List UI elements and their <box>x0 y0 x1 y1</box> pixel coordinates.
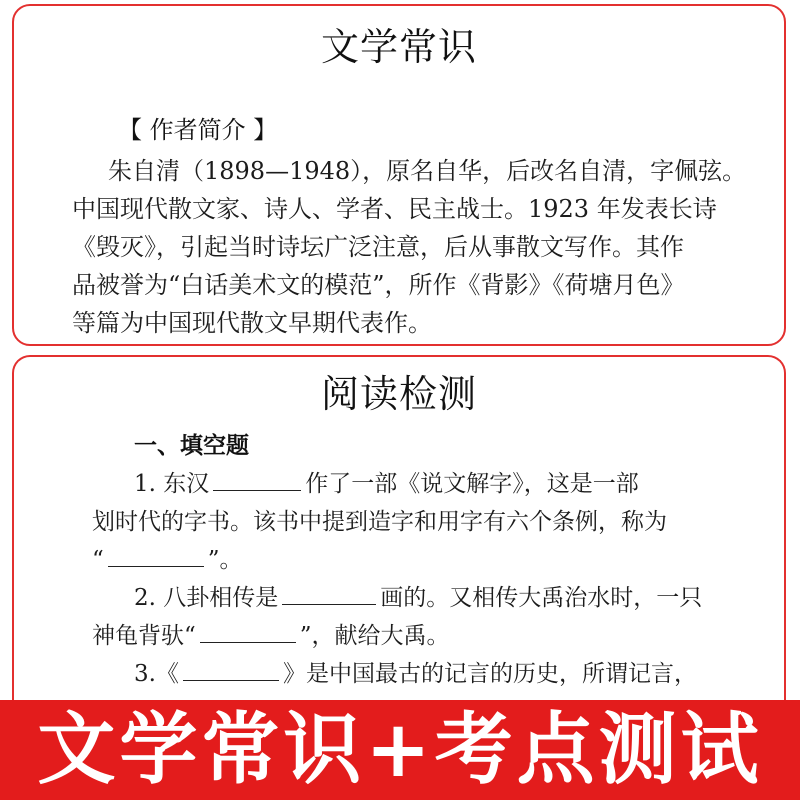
question-text: ”。 <box>207 547 243 573</box>
question-text: ”，献给大禹。 <box>299 623 450 649</box>
section-title: 文学常识 <box>320 25 477 69</box>
question-text: 2. 八卦相传是 <box>134 585 279 611</box>
reading-test-panel <box>12 355 786 700</box>
question-text: “ <box>92 547 104 573</box>
intro-line: 朱自清（1898—1948），原名自华，后改名自清，字佩弦。 <box>108 157 747 185</box>
promo-banner: 文学常识+考点测试 <box>0 700 800 800</box>
question-text: 3.《 <box>134 661 179 687</box>
question-1-line-1 <box>134 465 639 498</box>
intro-line: 中国现代散文家、诗人、学者、民主战士。1923 年发表长诗 <box>72 195 717 223</box>
question-2-line-2 <box>92 617 450 650</box>
answer-blank[interactable] <box>282 582 376 605</box>
author-intro-heading: 【 作者简介 】 <box>118 116 278 144</box>
answer-blank[interactable] <box>183 658 279 681</box>
question-1-line-2: 划时代的字书。该书中提到造字和用字有六个条例，称为 <box>92 509 667 535</box>
question-heading: 一、填空题 <box>134 433 249 459</box>
answer-blank[interactable] <box>108 544 204 567</box>
answer-blank[interactable] <box>213 468 301 491</box>
intro-line: 品被誉为“白话美术文的模范”，所作《背影》《荷塘月色》 <box>72 271 685 299</box>
intro-line: 等篇为中国现代散文早期代表作。 <box>72 309 432 337</box>
question-text: 画的。又相传大禹治水时，一只 <box>380 585 703 611</box>
section-title: 阅读检测 <box>320 372 477 416</box>
intro-line: 《毁灭》，引起当时诗坛广泛注意，后从事散文写作。其作 <box>72 233 684 261</box>
literary-knowledge-panel <box>12 4 786 346</box>
question-2-line-1 <box>134 579 702 612</box>
question-text: 神龟背驮“ <box>92 623 196 649</box>
answer-blank[interactable] <box>200 620 296 643</box>
question-1-line-3 <box>92 541 243 574</box>
question-text: 1. 东汉 <box>134 471 210 497</box>
question-text: 作了一部《说文解字》，这是一部 <box>305 471 639 497</box>
question-3-line-1 <box>134 655 697 688</box>
question-text: 》是中国最古的记言的历史，所谓记言， <box>282 661 697 687</box>
